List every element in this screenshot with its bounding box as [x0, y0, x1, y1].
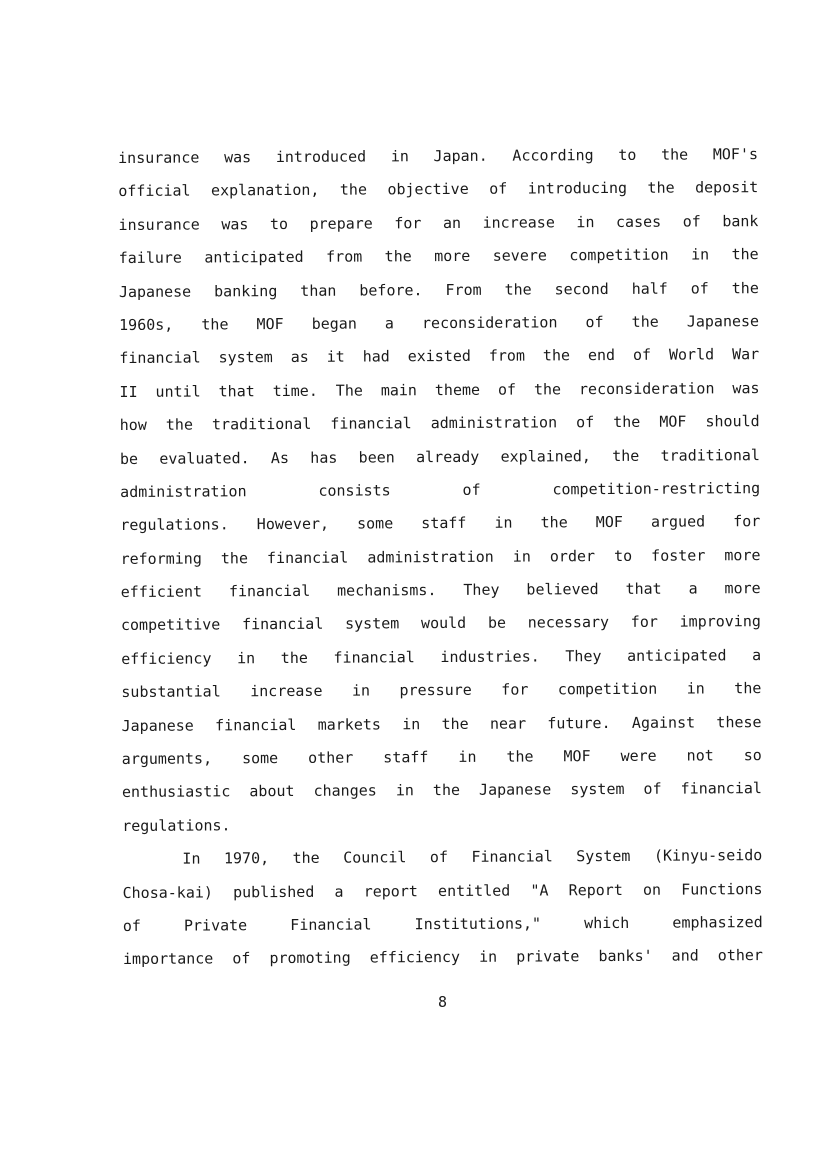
word: of: [682, 212, 701, 231]
word: (Kinyu-seido: [653, 846, 763, 865]
word: the: [734, 679, 762, 698]
word: of: [489, 180, 508, 199]
text-line: [122, 806, 762, 843]
word: than: [300, 281, 337, 300]
word: official: [118, 181, 191, 201]
word: reconsideration: [578, 379, 715, 398]
word: other: [717, 946, 763, 965]
word: an: [442, 213, 462, 232]
word: be: [119, 449, 139, 468]
word: insurance: [118, 148, 200, 167]
word: on: [642, 880, 662, 899]
word: until: [155, 382, 201, 401]
word: these: [716, 712, 762, 731]
word: the: [441, 714, 469, 733]
word: more: [434, 247, 471, 266]
text-line: [122, 739, 762, 776]
word: the: [201, 315, 229, 334]
word: be: [487, 614, 507, 633]
word: of: [232, 949, 251, 968]
word: bank: [722, 211, 759, 231]
word: prepare: [309, 214, 373, 233]
word: some: [357, 514, 394, 533]
word: a: [334, 882, 344, 901]
word: the: [542, 346, 571, 365]
word: has: [310, 448, 338, 467]
word: MOF: [563, 747, 591, 766]
word: Chosa-kai): [122, 883, 213, 902]
word: the: [631, 312, 659, 331]
word: a: [384, 314, 394, 333]
word: The: [335, 381, 363, 400]
word: the: [613, 412, 641, 432]
word: the: [280, 648, 308, 667]
word: the: [504, 280, 532, 299]
word: Functions: [681, 879, 763, 899]
word: already: [416, 447, 480, 466]
word: a: [688, 579, 698, 598]
word: other: [308, 748, 354, 767]
word: and: [671, 946, 699, 966]
word: Japan.: [433, 146, 488, 166]
word: of: [462, 480, 481, 499]
word: Report: [568, 880, 623, 899]
word: argued: [650, 512, 706, 532]
word: 1960s,: [119, 315, 174, 334]
word: traditional: [211, 414, 312, 434]
text-line: [121, 572, 761, 609]
word: to: [613, 546, 633, 565]
word: They: [565, 646, 602, 666]
word: of: [576, 413, 595, 432]
word: financial: [241, 615, 324, 634]
body-text: [118, 138, 763, 977]
word: for: [394, 213, 422, 233]
text-line: [119, 372, 759, 409]
word: World: [668, 345, 715, 364]
word: order: [549, 546, 596, 566]
word: theme: [434, 380, 481, 399]
word: the: [533, 380, 562, 399]
word: the: [647, 178, 675, 198]
word: From: [445, 280, 482, 299]
word: to: [618, 145, 637, 164]
word: the: [292, 848, 320, 868]
word: some: [241, 749, 279, 768]
word: of: [585, 312, 604, 332]
word: been: [358, 447, 395, 467]
word: traditional: [660, 445, 760, 465]
word: for: [630, 613, 658, 632]
word: the: [661, 145, 689, 164]
word: in: [351, 681, 371, 700]
word: system: [570, 780, 625, 799]
word: time.: [272, 381, 318, 400]
word: arguments,: [121, 749, 213, 769]
word: in: [691, 245, 710, 264]
word: Council: [343, 848, 407, 867]
word: failure: [118, 248, 182, 268]
word: of: [497, 380, 517, 399]
word: in: [402, 714, 421, 733]
word: from: [488, 346, 526, 366]
word: "A: [530, 880, 549, 900]
word: promoting: [269, 948, 351, 968]
word: industries.: [440, 647, 540, 666]
word: 1970,: [223, 849, 270, 868]
word: Japanese: [118, 282, 192, 301]
word: enthusiastic: [121, 782, 231, 802]
word: would: [420, 614, 467, 633]
word: regulations.: [120, 515, 229, 535]
word: was: [223, 148, 252, 167]
word: system: [345, 614, 400, 634]
word: competition-restricting: [552, 478, 761, 499]
text-line: [118, 205, 758, 242]
word: should: [705, 412, 760, 431]
word: for: [501, 680, 529, 699]
word: MOF: [595, 513, 623, 532]
word: As: [270, 448, 290, 467]
word: not: [686, 746, 714, 765]
word: insurance: [118, 215, 200, 234]
word: markets: [317, 715, 381, 734]
word: near: [489, 714, 527, 733]
word: anticipated: [627, 646, 727, 665]
word: more: [724, 545, 761, 564]
word: foster: [651, 546, 706, 565]
word: the: [165, 415, 194, 434]
word: explained,: [500, 446, 591, 466]
word: cases: [615, 212, 662, 231]
word: banking: [214, 281, 278, 300]
word: for: [733, 512, 761, 531]
word: reforming: [120, 549, 202, 568]
text-line: [120, 539, 760, 576]
word: in: [479, 948, 498, 967]
word: of: [122, 916, 141, 935]
word: end: [587, 346, 616, 365]
word: pressure: [399, 681, 472, 700]
word: increase: [482, 213, 555, 232]
word: in: [237, 649, 256, 668]
word: Japanese: [686, 312, 760, 331]
word: consists: [318, 481, 391, 500]
word: system: [218, 348, 273, 367]
word: financial: [228, 581, 311, 601]
word: In: [182, 849, 201, 868]
word: in: [390, 147, 409, 166]
word: efficiency: [121, 649, 212, 668]
text-line: [118, 138, 758, 175]
word: staff: [383, 748, 429, 767]
word: financial: [215, 715, 297, 735]
text-line: [118, 171, 758, 208]
word: severe: [492, 246, 547, 265]
word: substantial: [121, 682, 221, 702]
word: in: [395, 781, 414, 800]
text-line: [123, 906, 763, 943]
word: main: [380, 380, 417, 400]
text-line: [121, 706, 761, 743]
word: published: [232, 882, 315, 901]
page-number: 8: [437, 993, 448, 1011]
word: the: [220, 548, 249, 568]
word: of: [690, 278, 709, 298]
text-line: [122, 773, 762, 810]
word: efficient: [120, 582, 203, 602]
word: administration: [120, 482, 247, 501]
word: the: [731, 278, 759, 297]
word: to: [269, 214, 289, 233]
word: more: [724, 579, 761, 598]
word: evaluated.: [159, 448, 250, 468]
word: Japanese: [121, 716, 194, 735]
text-line: [122, 873, 762, 910]
word: administration: [430, 413, 558, 433]
word: that: [218, 381, 255, 401]
word: staff: [421, 514, 467, 533]
word: MOF: [256, 314, 284, 334]
word: private: [516, 947, 580, 966]
word: They: [463, 580, 500, 599]
word: about: [249, 782, 295, 801]
word: MOF: [659, 412, 687, 431]
word: Against: [631, 713, 696, 732]
word: administration: [367, 547, 494, 567]
word: financial: [119, 348, 201, 368]
word: War: [732, 345, 760, 364]
word: MOF's: [712, 145, 759, 164]
word: in: [686, 679, 705, 698]
word: deposit: [695, 178, 759, 197]
word: was: [221, 214, 249, 234]
word: of: [643, 780, 662, 799]
word: the: [384, 247, 412, 266]
word: it: [326, 347, 345, 367]
word: mechanisms.: [337, 581, 437, 600]
word: had: [362, 347, 390, 366]
word: financial: [266, 548, 349, 567]
word: II: [119, 382, 138, 401]
word: before.: [359, 280, 423, 300]
word: Private: [183, 916, 248, 935]
word: began: [311, 314, 357, 333]
text-line: [120, 405, 760, 442]
word: competitive: [120, 615, 221, 635]
word: However,: [256, 515, 330, 534]
word: the: [506, 747, 534, 766]
word: anticipated: [204, 248, 304, 267]
word: Institutions,": [414, 914, 542, 934]
text-line: [121, 606, 761, 643]
word: were: [620, 746, 657, 765]
word: as: [290, 348, 309, 367]
text-line: [120, 505, 760, 542]
word: efficiency: [369, 948, 461, 967]
text-line: [119, 272, 759, 309]
word: Japanese: [478, 780, 552, 800]
word: improving: [679, 612, 761, 632]
text-line: [119, 338, 759, 375]
word: Financial: [290, 915, 372, 934]
word: of: [429, 848, 449, 867]
word: competition: [557, 679, 658, 699]
word: importance: [122, 949, 214, 969]
text-line: [123, 939, 763, 976]
text-line: [122, 839, 762, 876]
word: objective: [387, 180, 469, 199]
text-line: [120, 439, 760, 476]
word: increase: [250, 682, 323, 701]
word: from: [326, 247, 363, 266]
text-line: [119, 305, 759, 342]
word: which: [584, 913, 630, 933]
word: existed: [407, 347, 471, 366]
word: the: [612, 446, 640, 465]
word: the: [731, 245, 759, 264]
word: regulations.: [122, 816, 231, 835]
word: financial: [680, 779, 762, 798]
text-line: [121, 639, 761, 676]
word: was: [732, 378, 760, 397]
word: in: [512, 547, 531, 566]
text-line: [120, 472, 760, 509]
word: the: [432, 781, 461, 800]
word: so: [743, 746, 762, 765]
word: necessary: [527, 613, 610, 632]
word: second: [554, 279, 609, 298]
word: future.: [547, 713, 611, 733]
text-line: [121, 672, 761, 709]
word: believed: [526, 580, 599, 599]
text-line: [119, 238, 759, 275]
word: in: [458, 747, 477, 766]
word: changes: [313, 781, 377, 801]
word: a: [752, 645, 762, 664]
word: entitled: [437, 881, 511, 900]
word: the: [540, 513, 568, 532]
word: in: [494, 513, 513, 533]
word: report: [363, 881, 418, 901]
word: that: [625, 579, 662, 598]
word: in: [576, 212, 595, 231]
word: According: [512, 146, 594, 165]
word: financial: [330, 414, 412, 433]
word: of: [632, 346, 652, 365]
word: how: [119, 415, 147, 435]
word: System: [576, 847, 631, 866]
word: financial: [333, 648, 415, 667]
word: competition: [569, 245, 669, 265]
word: introducing: [527, 179, 628, 198]
word: introduced: [275, 147, 367, 167]
word: half: [631, 279, 668, 298]
word: banks': [598, 947, 653, 966]
word: explanation,: [210, 181, 320, 200]
word: Financial: [471, 847, 553, 867]
word: emphasized: [672, 913, 763, 932]
word: the: [339, 180, 368, 200]
word: reconsideration: [421, 313, 558, 333]
